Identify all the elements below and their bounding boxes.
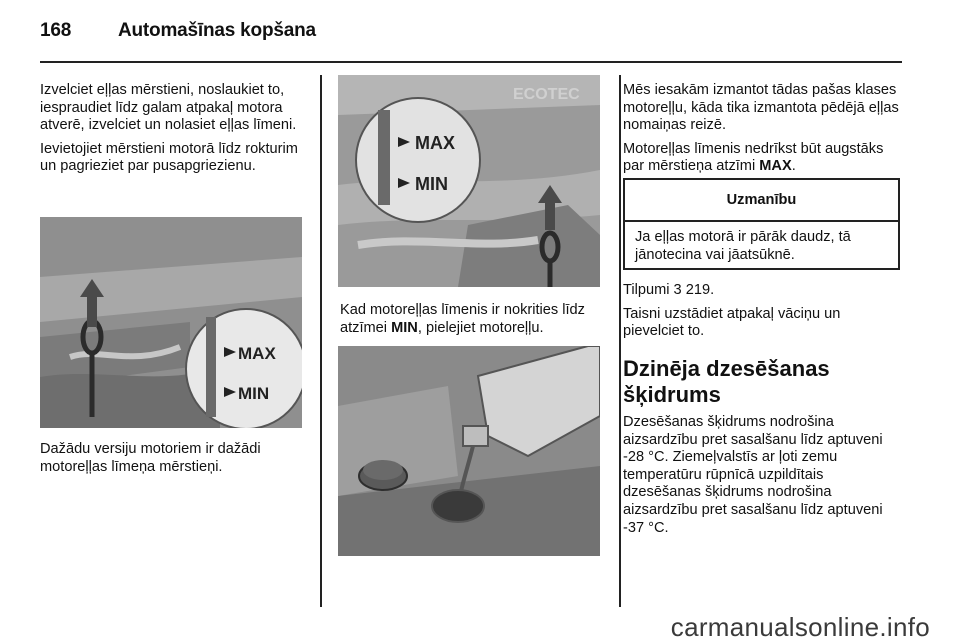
oil-pouring-illustration [338,346,600,556]
column-3-text-2 [623,282,905,347]
dipstick-figure-2 [338,75,600,287]
caution-title: Uzmanību [625,180,898,222]
column-1-caption [40,441,306,482]
fig1-min-label: MIN [238,384,270,403]
fig2-min-label: MIN [415,174,448,194]
fig2-max-label: MAX [415,133,455,153]
header-rule [40,61,902,63]
min-mark: MIN [391,319,418,336]
engine-dipstick-illustration-2 [338,75,600,287]
cross-reference-icon: 3 [673,282,682,298]
column-divider-1 [320,75,322,607]
page-number: 168 [40,20,72,41]
watermark: carmanualsonline.info [670,612,930,642]
caution-box [623,178,900,270]
paragraph-insert-dipstick: Ievietojiet mērstieni motorā līdz rokturim un pagrieziet par pusapgriezienu. [40,140,298,175]
paragraph-min-refill: Kad motoreļļas līmenis ir nokrities līdz atzīmei MIN, pielejiet motoreļļu. [340,302,585,336]
paragraph-refit-cap: Taisni uzstādiet atpakaļ vāciņu un pievelciet to. [623,305,841,340]
paragraph-max-level: Motoreļļas līmenis nedrīkst būt augstāks par mērstieņa atzīmi MAX. [623,140,884,175]
paragraph-coolant-protection: Dzesēšanas šķidrums nodrošina aizsardzību pret sasalšanu līdz aptuveni -28 °C. Ziemeļvalstīs ar ļoti zemu temperatūru rūpnīcā uzpildītais dzesēšanas šķidrums nodrošina aizsardzību pret sasalšanu līdz aptuveni -37 °C. [623,414,883,536]
engine-cover-brand: ECOTEC [513,86,580,103]
max-mark: MAX [759,158,792,175]
column-1 [40,82,306,182]
paragraph-remove-dipstick: Izvelciet eļļas mērstieni, noslaukiet to, iespraudiet līdz galam atpakaļ motora atverē, izvelciet un nolasiet eļļas līmeni. [40,82,297,134]
column-divider-2 [619,75,621,607]
paragraph-dipstick-versions: Dažādu versiju motoriem ir dažādi motoreļļas līmeņa mērstieņi. [40,441,261,475]
engine-dipstick-illustration [40,217,302,428]
paragraph-oil-class: Mēs iesakām izmantot tādas pašas klases motoreļļu, kāda tika izmantota pēdējā eļļas nomaiņas reizē. [623,82,899,134]
section-heading-coolant: Dzinēja dzesēšanas šķidrums [623,356,830,407]
page-header [40,20,316,42]
column-3-text-3 [623,414,905,543]
page-title: Automašīnas kopšana [118,20,316,41]
dipstick-figure-1 [40,217,302,428]
fig1-max-label: MAX [238,344,276,363]
column-3-text [623,82,905,182]
oil-refill-figure [338,346,600,556]
column-2-text [340,302,610,343]
paragraph-capacities: Tilpumi 3 219. [623,282,715,298]
caution-body: Ja eļļas motorā ir pārāk daudz, tā jānotecina vai jāatsūknē. [635,229,851,263]
